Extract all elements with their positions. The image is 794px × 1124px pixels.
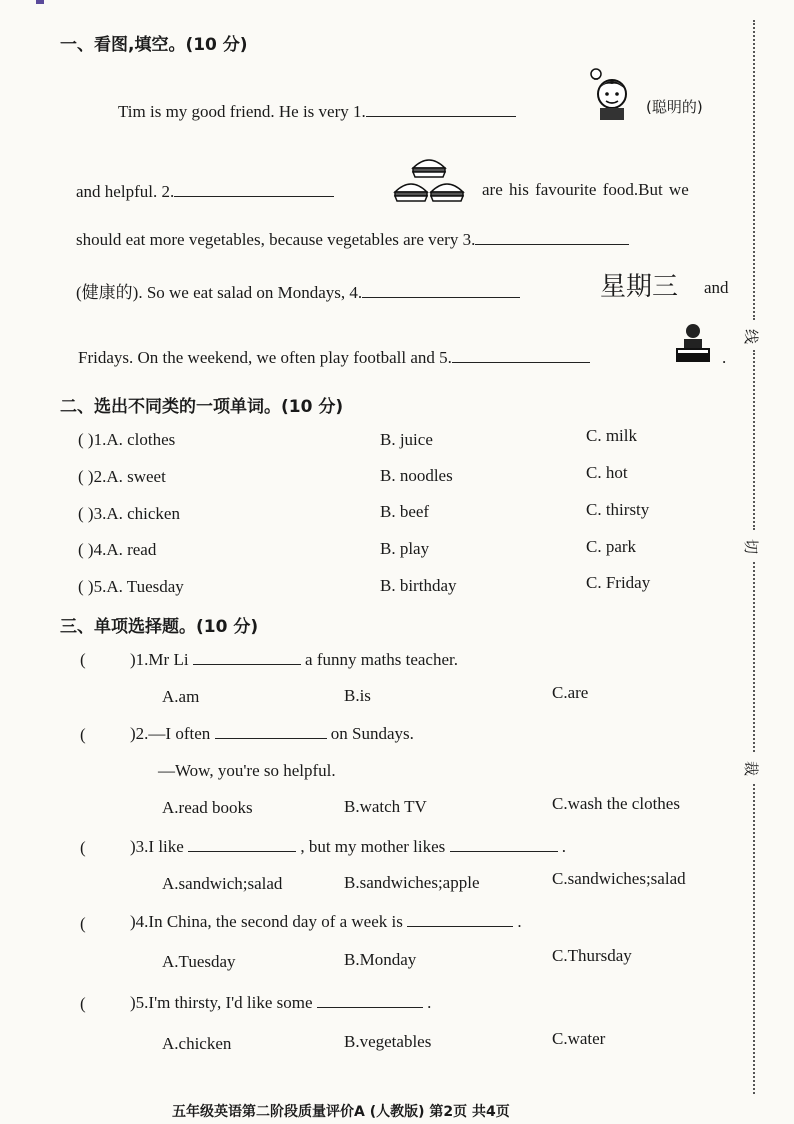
s3-q5: )5.I'm thirsty, I'd like some . (130, 993, 432, 1012)
s3-q4-blank[interactable] (407, 925, 513, 927)
smart-boy-icon (588, 66, 636, 122)
s3-q5-opt-b[interactable]: B.vegetables (344, 1032, 432, 1051)
s3-q2-opt-c[interactable]: C.wash the clothes (552, 794, 680, 813)
hint-wednesday: 星期三 (600, 272, 679, 302)
s2-q3-c[interactable]: C. thirsty (586, 500, 650, 519)
s3-q2-reply: —Wow, you're so helpful. (158, 761, 336, 780)
s2-q4-b[interactable]: B. play (380, 539, 430, 558)
s3-q1-paren[interactable]: ( (80, 650, 86, 669)
cut-line-bottom (753, 784, 755, 1094)
s3-q3-opt-a[interactable]: A.sandwich;salad (162, 874, 283, 893)
s3-q2-blank[interactable] (215, 737, 327, 739)
s2-q5-c[interactable]: C. Friday (586, 573, 651, 592)
s2-q5: ( )5.A. Tuesday (78, 577, 184, 596)
s3-q1: )1.Mr Li a funny maths teacher. (130, 650, 458, 669)
s3-q2: )2.—I often on Sundays. (130, 724, 414, 743)
section2-heading: 二、选出不同类的一项单词。(10 分) (60, 397, 344, 417)
cut-char-trim: 裁 (742, 760, 761, 777)
s3-q4-paren[interactable]: ( (80, 914, 86, 933)
s3-q3-blank-2[interactable] (450, 850, 558, 852)
cut-char-cut: 切 (742, 538, 761, 555)
s3-q3-blank-1[interactable] (188, 850, 296, 852)
s3-q4: )4.In China, the second day of a week is . (130, 912, 522, 931)
s3-q3-paren[interactable]: ( (80, 838, 86, 857)
s3-q5-opt-a[interactable]: A.chicken (162, 1034, 232, 1053)
s1-line4: (健康的). So we eat salad on Mondays, 4. (76, 278, 520, 303)
s3-q4-opt-b[interactable]: B.Monday (344, 950, 417, 969)
s2-q3-b[interactable]: B. beef (380, 502, 430, 521)
s1-line2a: and helpful. 2. (76, 182, 334, 202)
cut-line-mid2 (753, 562, 755, 752)
s3-q1-opt-a[interactable]: A.am (162, 687, 200, 706)
s2-q1-c[interactable]: C. milk (586, 426, 638, 445)
cut-line-mid1 (753, 350, 755, 530)
cut-line-top (753, 20, 755, 320)
s3-q3: )3.I like , but my mother likes . (130, 837, 567, 856)
s3-q3-opt-c[interactable]: C.sandwiches;salad (552, 869, 686, 888)
blank-1[interactable] (366, 115, 516, 117)
blank-5[interactable] (452, 361, 590, 363)
s3-q1-blank[interactable] (193, 663, 301, 665)
page-footer: 五年级英语第二阶段质量评价A (人教版) 第2页 共4页 (172, 1104, 510, 1120)
s3-q1-opt-c[interactable]: C.are (552, 683, 589, 702)
s3-q2-opt-a[interactable]: A.read books (162, 798, 253, 817)
s3-q3-opt-b[interactable]: B.sandwiches;apple (344, 873, 480, 892)
computer-kid-icon (672, 322, 714, 366)
s3-q5-opt-c[interactable]: C.water (552, 1029, 606, 1048)
s2-q1: ( )1.A. clothes (78, 430, 176, 449)
blank-4[interactable] (362, 296, 520, 298)
section3-heading: 三、单项选择题。(10 分) (60, 617, 259, 637)
s1-line5-end: . (722, 348, 727, 367)
s1-line4-and: and (704, 278, 729, 297)
s2-q2: ( )2.A. sweet (78, 467, 166, 486)
s2-q5-b[interactable]: B. birthday (380, 576, 457, 595)
s2-q4: ( )4.A. read (78, 540, 157, 559)
s2-q2-c[interactable]: C. hot (586, 463, 628, 482)
blank-2[interactable] (174, 195, 334, 197)
s1-line5: Fridays. On the weekend, we often play football and 5. (78, 348, 590, 368)
s3-q5-paren[interactable]: ( (80, 994, 86, 1013)
blank-3[interactable] (475, 243, 629, 245)
s3-q4-opt-c[interactable]: C.Thursday (552, 946, 632, 965)
cut-char-line: 线 (742, 328, 761, 345)
s2-q4-c[interactable]: C. park (586, 537, 637, 556)
s2-q2-b[interactable]: B. noodles (380, 466, 453, 485)
s2-q1-b[interactable]: B. juice (380, 430, 433, 449)
hint-clever: (聪明的) (646, 98, 703, 116)
s3-q4-opt-a[interactable]: A.Tuesday (162, 952, 236, 971)
s3-q2-paren[interactable]: ( (80, 725, 86, 744)
corner-mark (36, 0, 44, 4)
s1-line3: should eat more vegetables, because vegetables are very 3. (76, 230, 629, 250)
s2-q3: ( )3.A. chicken (78, 504, 180, 523)
s3-q5-blank[interactable] (317, 1006, 423, 1008)
s3-q1-opt-b[interactable]: B.is (344, 686, 371, 705)
s3-q2-opt-b[interactable]: B.watch TV (344, 797, 427, 816)
hamburger-icon (393, 150, 465, 204)
s1-line2b: are his favourite food.But we (482, 180, 689, 199)
section1-heading: 一、看图,填空。(10 分) (60, 35, 248, 55)
s1-line1: Tim is my good friend. He is very 1. (118, 102, 516, 122)
